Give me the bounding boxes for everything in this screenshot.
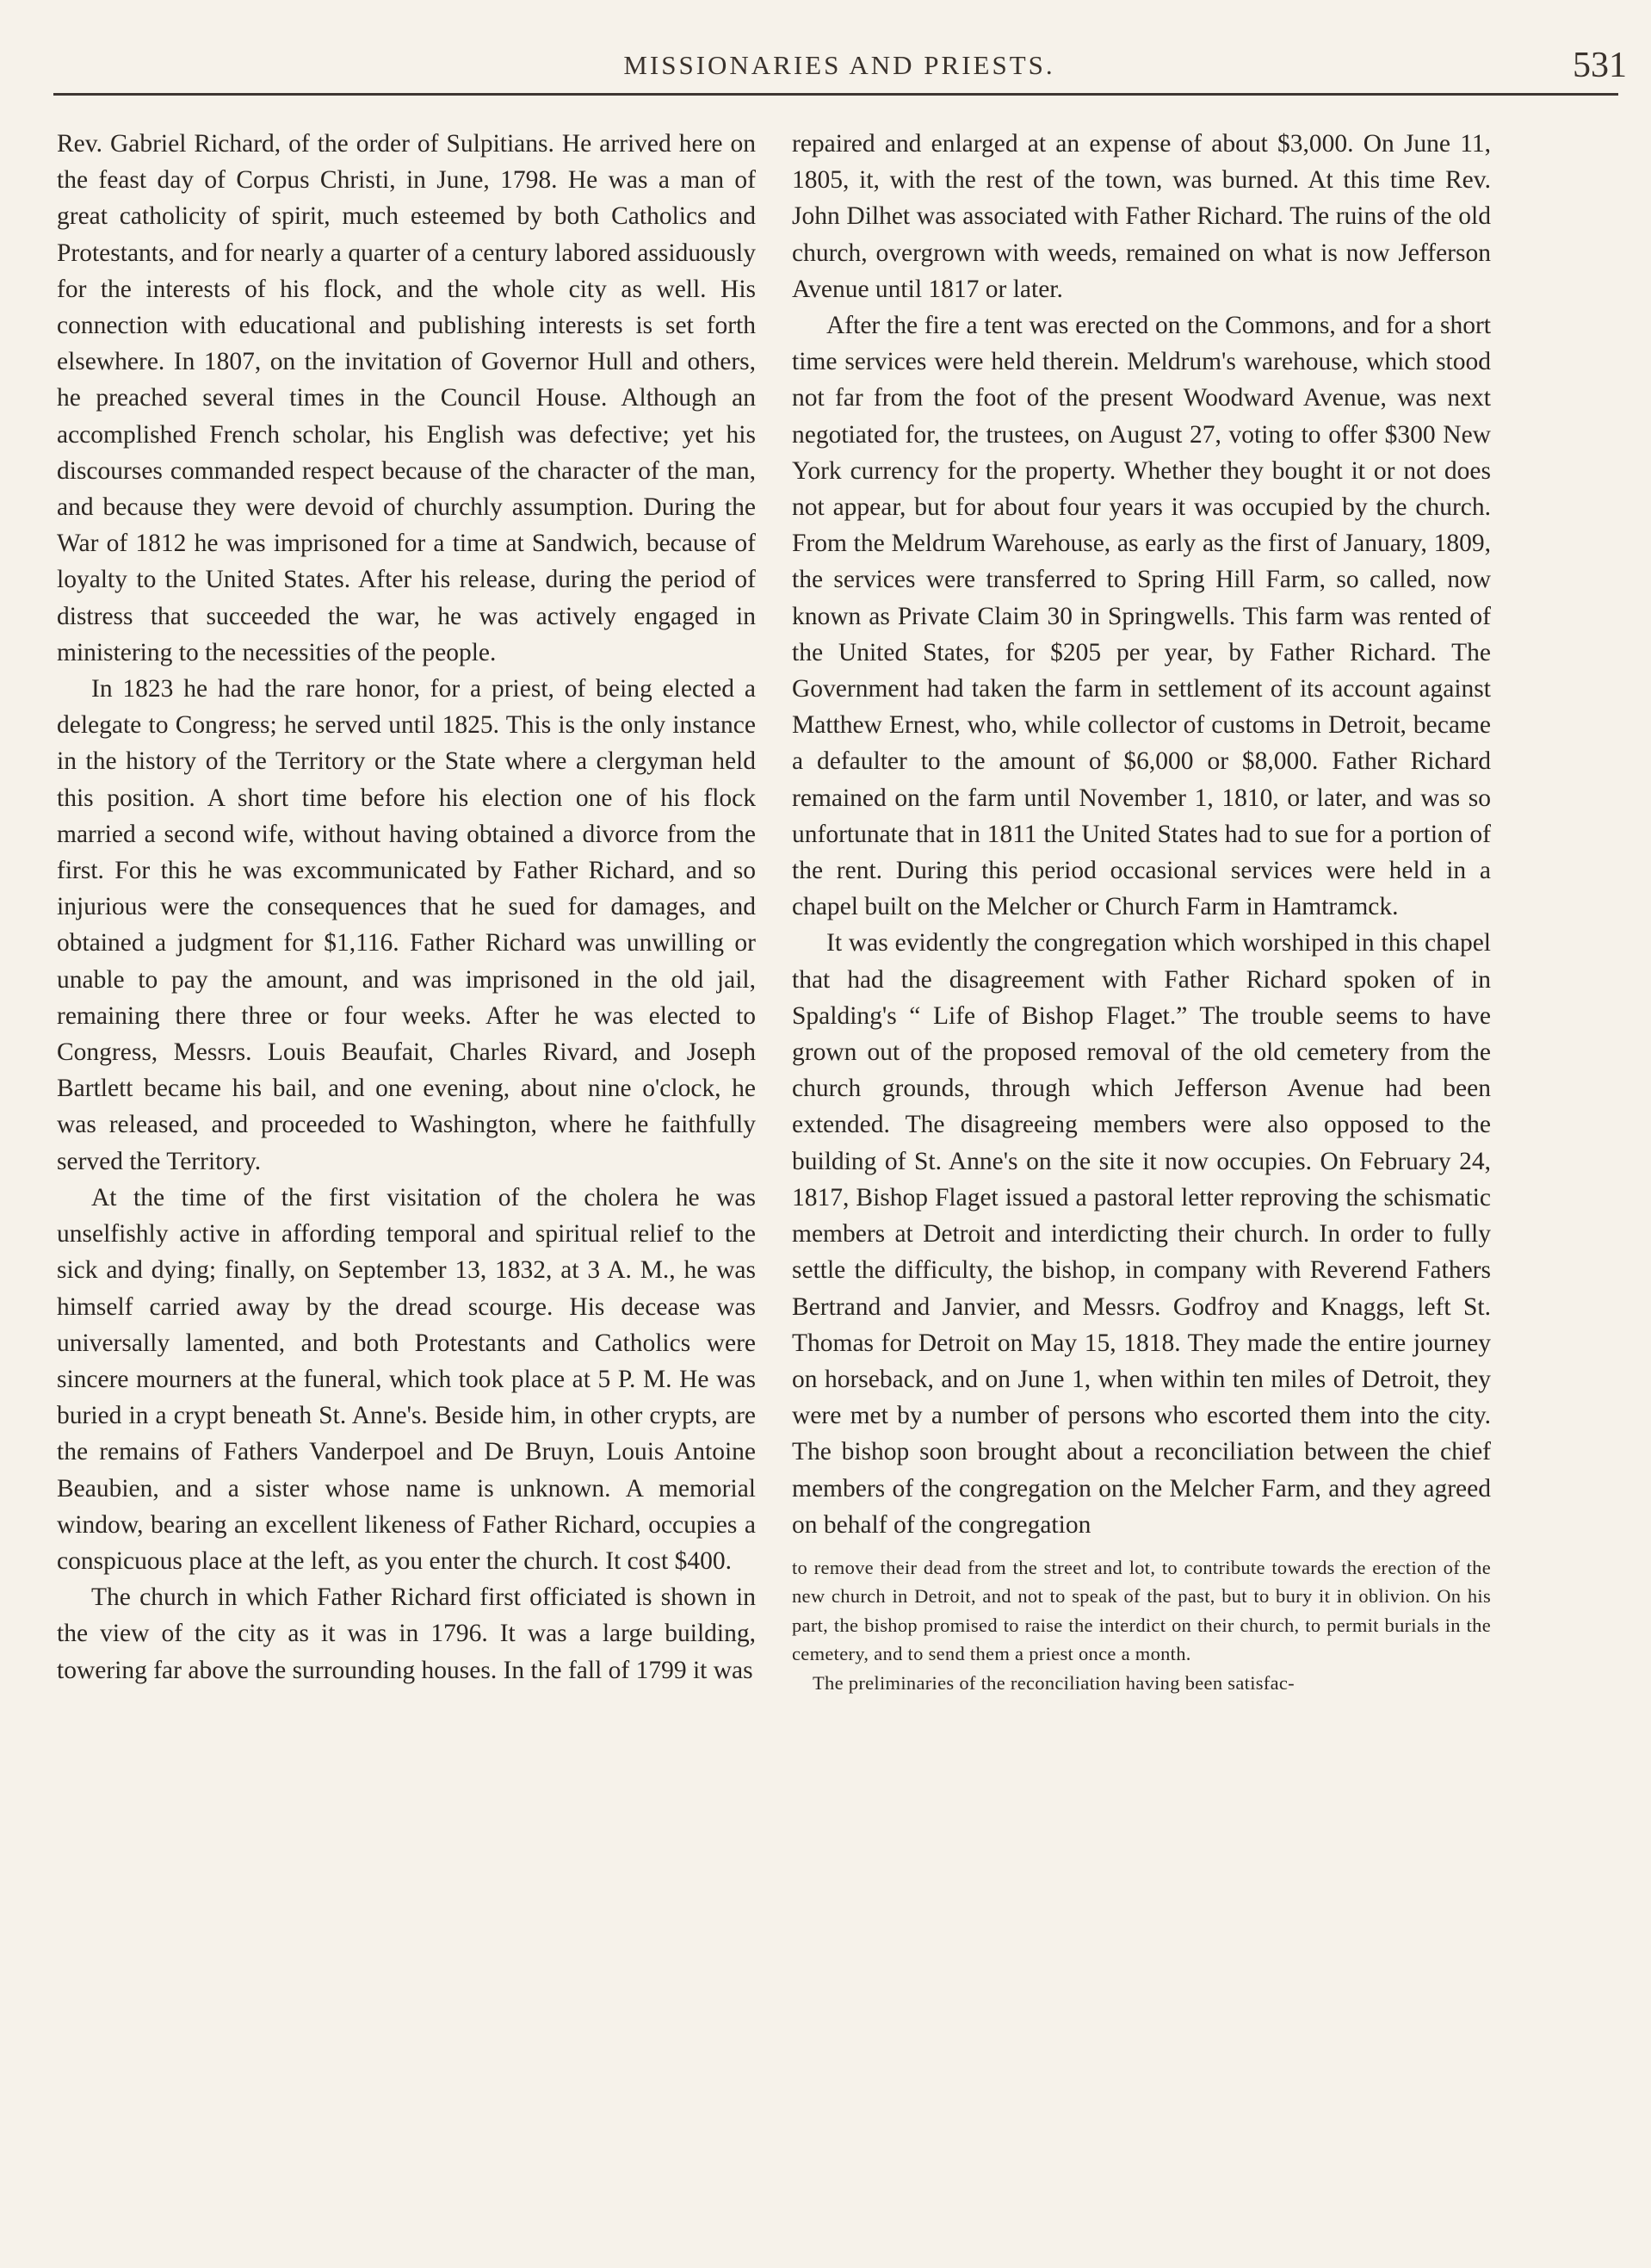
- paragraph: The church in which Father Richard first officiated is shown in the view of the city as it was in 1796. It was a large building, towering far above the surrounding houses. In the fall of 1799 it was: [57, 1583, 756, 1684]
- paragraph: At the time of the first visitation of the cholera he was unselfishly active in affording temporal and spiritual relief to the sick and dying; finally, on September 13, 1832, at 3 A. M., he was himself carried away by the dread scourge. His decease was universally lamented, and both Protestants and Catholics were sincere mourners at the funeral, which took place at 5 P. M. He was buried in a crypt beneath St. Anne's. Beside him, in other crypts, are the remains of Fathers Vanderpoel and De Bruyn, Louis Antoine Beaubien, and a sister whose name is unknown. A memorial window, bearing an excellent likeness of Father Richard, occupies a conspicuous place at the left, as you enter the church. It cost $400.: [57, 1183, 756, 1575]
- header-rule: [53, 93, 1618, 96]
- right-column: [792, 126, 1491, 1697]
- small-print-paragraph: The preliminaries of the reconciliation having been satisfac-: [813, 1671, 1295, 1694]
- running-head: MISSIONARIES AND PRIESTS.: [623, 50, 1055, 80]
- small-print-block: [792, 1553, 1491, 1698]
- paragraph: Rev. Gabriel Richard, of the order of Sulpitians. He arrived here on the feast day of Corpus Christi, in June, 1798. He was a man of great catholicity of spirit, much esteemed by both Catholics and Protestants, and for nearly a quarter of a century labored assiduously for the interests of his flock, and the whole city as well. His connection with educational and publishing interests is set forth elsewhere. In 1807, on the invitation of Governor Hull and others, he preached several times in the Council House. Although an accomplished French scholar, his English was defective; yet his discourses commanded respect because of the character of the man, and because they were devoid of churchly assumption. During the War of 1812 he was imprisoned for a time at Sandwich, because of loyalty to the United States. After his release, during the period of distress that succeeded the war, he was actively engaged in ministering to the necessities of the people.: [57, 130, 756, 666]
- paragraph: It was evidently the congregation which worshiped in this chapel that had the disagreement with Father Richard spoken of in Spalding's “ Life of Bishop Flaget.” The trouble seems to have grown out of the proposed removal of the old cemetery from the church grounds, through which Jefferson Avenue had been extended. The disagreeing members were also opposed to the building of St. Anne's on the site it now occupies. On February 24, 1817, Bishop Flaget issued a pastoral letter reproving the schismatic members at Detroit and interdicting their church. In order to fully settle the difficulty, the bishop, in company with Reverend Fathers Bertrand and Janvier, and Messrs. Godfroy and Knaggs, left St. Thomas for Detroit on May 15, 1818. They made the entire journey on horseback, and on June 1, when within ten miles of Detroit, they were met by a number of persons who escorted them into the city. The bishop soon brought about a reconciliation between the chief members of the congregation on the Melcher Farm, and they agreed on behalf of the congregation: [792, 929, 1491, 1539]
- paragraph: repaired and enlarged at an expense of about $3,000. On June 11, 1805, it, with the rest of the town, was burned. At this time Rev. John Dilhet was associated with Father Richard. The ruins of the old church, overgrown with weeds, remained on what is now Jefferson Avenue until 1817 or later.: [792, 130, 1491, 303]
- page-header: [52, 45, 1627, 96]
- small-print-paragraph: to remove their dead from the street and lot, to contribute towards the erection of the new church in Detroit, and not to speak of the past, but to bury it in oblivion. On his part, the bishop promised to raise the interdict on their church, to permit burials in the cemetery, and to send them a priest once a month.: [792, 1556, 1491, 1665]
- page-number: 531: [1573, 46, 1627, 85]
- paragraph: After the fire a tent was erected on the Commons, and for a short time services were held therein. Meldrum's warehouse, which stood not far from the foot of the present Woodward Avenue, was next negotiated for, the trustees, on August 27, voting to offer $300 New York currency for the property. Whether they bought it or not does not appear, but for about four years it was occupied by the church. From the Meldrum Warehouse, as early as the first of January, 1809, the services were transferred to Spring Hill Farm, so called, now known as Private Claim 30 in Springwells. This farm was rented of the United States, for $205 per year, by Father Richard. The Government had taken the farm in settlement of its account against Matthew Ernest, who, while collector of customs in Detroit, became a defaulter to the amount of $6,000 or $8,000. Father Richard remained on the farm until November 1, 1810, or later, and was so unfortunate that in 1811 the United States had to sue for a portion of the rent. During this period occasional services were held in a chapel built on the Melcher or Church Farm in Hamtramck.: [792, 312, 1491, 921]
- left-column: [57, 126, 756, 1689]
- paragraph: In 1823 he had the rare honor, for a priest, of being elected a delegate to Congress; he served until 1825. This is the only instance in the history of the Territory or the State where a clergyman held this position. A short time before his election one of his flock married a second wife, without having obtained a divorce from the first. For this he was excommunicated by Father Richard, and so injurious were the consequences that he sued for damages, and obtained a judgment for $1,116. Father Richard was unwilling or unable to pay the amount, and was imprisoned in the old jail, remaining there three or four weeks. After he was elected to Congress, Messrs. Louis Beaufait, Charles Rivard, and Joseph Bartlett became his bail, and one evening, about nine o'clock, he was released, and proceeded to Washington, where he faithfully served the Territory.: [57, 675, 756, 1175]
